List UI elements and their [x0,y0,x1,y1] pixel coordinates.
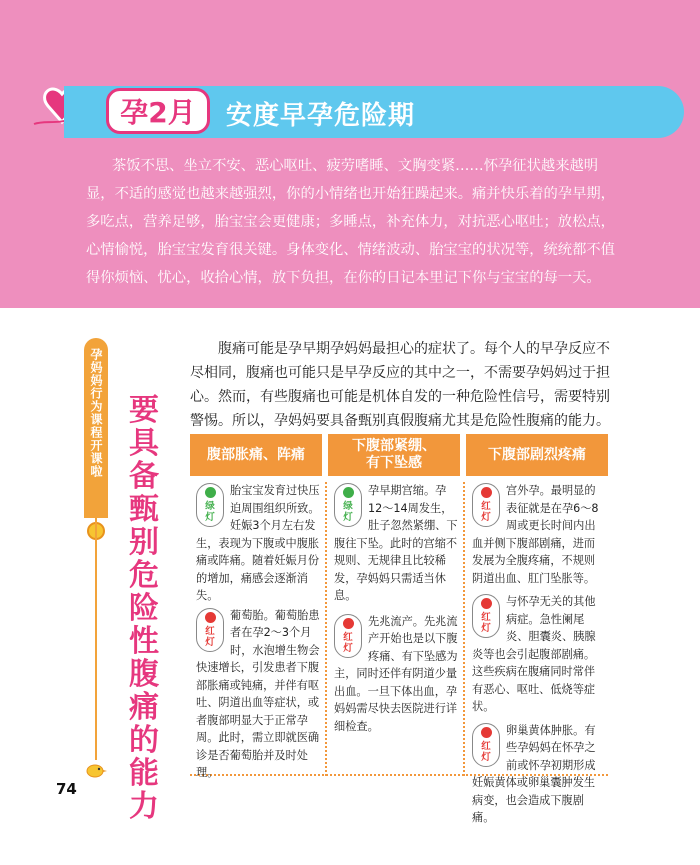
light-label: 绿灯 [205,501,215,523]
item-text: 葡萄胎。葡萄胎患者在孕2～3个月时，水泡增生物会快速增长，引发患者下腹部胀痛或钝痛，并伴有呕吐、阴道出血等症状，或者腹部明显大于正常孕周。此时，需立即就医确诊是否葡萄胎并及时处理。 [196,608,320,779]
red-light-badge [196,608,224,652]
green-light-icon [205,487,216,498]
red-light-icon [481,487,492,498]
pain-table [190,434,608,824]
col3-header: 下腹部剧烈疼痛 [466,434,608,476]
light-label: 红灯 [343,631,353,654]
green-light-badge [196,483,224,527]
col2-header [328,434,460,476]
col1-header: 腹部胀痛、阵痛 [190,434,322,476]
list-item [196,607,320,782]
light-label: 绿灯 [343,501,353,523]
column-divider [463,482,465,776]
item-text: 宫外孕。最明显的表征就是在孕6～8周或更长时间内出血并侧下腹部剧痛，进而发展为全腹疼痛，不规则阴道出血、肛门坠胀等。 [472,484,599,585]
bird-icon [82,760,108,778]
col2-body [334,482,458,776]
page-number: 74 [56,780,77,798]
light-label: 红灯 [481,501,491,523]
red-light-badge [472,483,500,527]
red-light-badge [472,594,500,638]
body-paragraph: 腹痛可能是孕早期孕妈妈最担心的症状了。每个人的早孕反应不尽相同，腹痛也可能只是早孕反应的其中之一，不需要孕妈妈过于担心。然而，有些腹痛也可能是机体自发的一种危险性信号，需要特别警惕。所以，孕妈妈要具备甄别真假腹痛尤其是危险性腹痛的能力。 [190,341,610,429]
green-light-badge [334,483,362,527]
column-divider [325,482,327,776]
col3-body [472,482,606,824]
chapter-title: 安度早孕危险期 [226,101,416,131]
section-title-vertical: 要具备甄别危险性腹痛的能力 [129,393,159,824]
light-label: 红灯 [481,612,491,634]
light-label: 红灯 [481,740,491,763]
item-text: 胎宝宝发育过快压迫周围组织所致。妊娠3个月左右发生，表现为下腹或中腹胀痛或阵痛。随着妊娠月份的增加，痛感会逐渐消失。 [196,484,320,602]
list-item [334,482,458,605]
list-item [334,613,458,736]
red-light-icon [481,727,492,738]
month-label: 孕2月 [106,88,210,134]
list-item [472,482,606,587]
red-light-icon [343,618,354,629]
side-divider-line [95,518,97,760]
item-text: 卵巢黄体肿胀。有些孕妈妈在怀孕之前或怀孕初期形成妊娠黄体或卵巢囊肿发生病变，也会造成下腹剧痛。 [472,723,596,824]
list-item [196,482,320,605]
red-light-icon [481,598,492,609]
col2-header-text: 下腹部紧绷、有下坠感 [352,438,436,471]
light-label: 红灯 [205,625,215,648]
red-light-badge [472,723,500,767]
side-tab [84,338,108,518]
green-light-icon [343,487,354,498]
list-item [472,722,606,827]
list-item [472,593,606,716]
red-light-badge [334,614,362,658]
red-light-icon [205,612,216,623]
side-tab-label: 孕妈妈行为课程开课啦 [89,348,103,478]
item-text: 先兆流产。先兆流产开始也是以下腹疼痛、有下坠感为主，同时还伴有阴道少量出血。一旦下体出血，孕妈妈需尽快去医院进行详细检查。 [334,614,458,733]
item-text: 与怀孕无关的其他病症。急性阑尾炎、胆囊炎、胰腺炎等也会引起腹部剧痛。这些疾病在腹痛同时常伴有恶心、呕吐、低烧等症状。 [472,595,596,713]
col1-body [196,482,320,779]
intro-paragraph: 茶饭不思、坐立不安、恶心呕吐、疲劳嗜睡、文胸变紧……怀孕征状越来越明显，不适的感觉也越来越强烈，你的小情绪也开始狂躁起来。痛并快乐着的孕早期，多吃点，营养足够，胎宝宝会更健康；多睡点，补充体力，对抗恶心呕吐；放松点，心情愉悦，胎宝宝发育很关键。身体变化、情绪波动、胎宝宝的状况等，统统都不值得你烦恼、忧心，收拾心情，放下负担，在你的日记本里记下你与宝宝的每一天。 [86,158,615,286]
item-text: 孕早期宫缩。孕12～14周发生，肚子忽然紧绷、下腹往下坠。此时的宫缩不规则、无规律且比较稀发，孕妈妈只需适当休息。 [334,484,458,602]
